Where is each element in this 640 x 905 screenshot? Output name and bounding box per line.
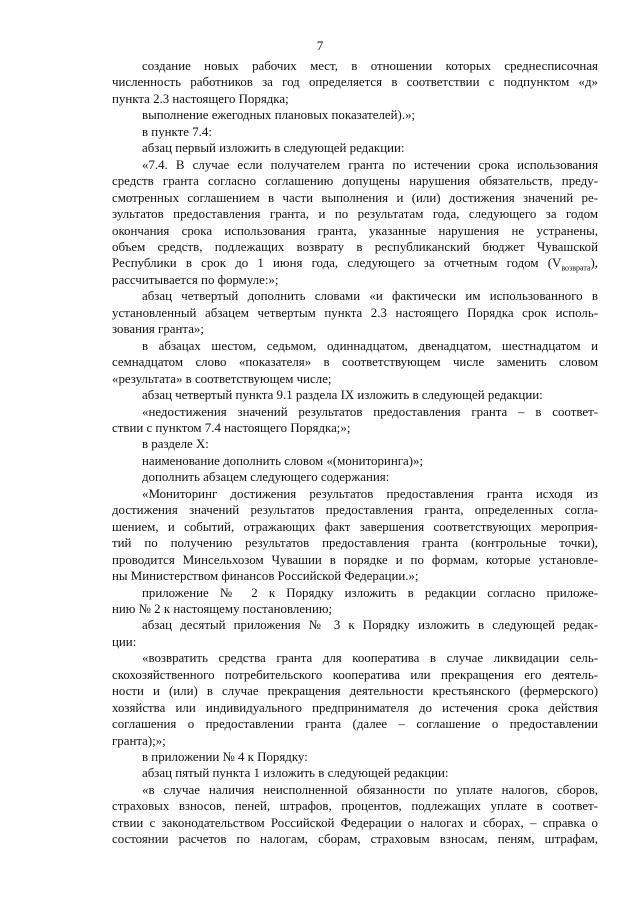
text-line: приложение № 2 к Порядку изложить в редакции согласно приложе- xyxy=(142,585,598,600)
paragraph xyxy=(112,650,598,749)
text-line xyxy=(112,255,598,274)
text-line: установленный абзацем четвертым пункта 2.3 настоящего Порядка срок исполь- xyxy=(112,305,598,320)
text-line: смотренных соглашением в части выполнения и (или) достижения значений ре- xyxy=(112,190,598,205)
text-line: в абзацах шестом, седьмом, одиннадцатом, двенадцатом, шестнадцатом и xyxy=(142,338,598,353)
text-line: семнадцатом слово «показателя» в соответствующем числе заменить словом xyxy=(112,355,598,370)
paragraph xyxy=(112,107,598,123)
paragraph xyxy=(112,58,598,107)
text-line: создание новых рабочих мест, в отношении которых среднесписочная xyxy=(142,59,598,73)
text-line: наименование дополнить словом «(мониторинга)»; xyxy=(142,453,424,468)
paragraph xyxy=(112,140,598,156)
text-line: объем средств, подлежащих возврату в республиканский бюджет Чувашской xyxy=(112,239,598,254)
paragraph xyxy=(112,469,598,485)
text-line: «возвратить средства гранта для кооператива в случае ликвидации сель- xyxy=(142,651,598,666)
text-line: зультатов предоставления гранта, и по результатам года, следующего за годом xyxy=(112,207,598,222)
paragraph xyxy=(112,617,598,650)
paragraph xyxy=(112,387,598,403)
text-line: рассчитывается по формуле:»; xyxy=(112,272,279,287)
text-line: пункта 2.3 настоящего Порядка; xyxy=(112,91,289,106)
paragraph xyxy=(112,585,598,618)
text-line: численность работников за год определяется в соответствии с подпунктом «д» xyxy=(112,75,598,90)
subscript: возврата xyxy=(561,264,591,274)
text-line: нию № 2 к настоящему постановлению; xyxy=(112,601,333,616)
text-line: выполнение ежегодных плановых показателей).»; xyxy=(142,108,416,123)
page-number: 7 xyxy=(316,38,324,53)
paragraph xyxy=(112,453,598,469)
paragraph xyxy=(112,486,598,585)
text-line: абзац четвертый дополнить словами «и фактически им использованного в xyxy=(142,289,598,304)
text-line: «недостижения значений результатов предоставления гранта – в соответ- xyxy=(142,404,598,419)
document-body xyxy=(112,58,598,848)
text-line: «в случае наличия неисполненной обязанности по уплате налогов, сборов, xyxy=(142,782,598,797)
text-line: шением, и событий, отражающих факт завершения соответствующих мероприя- xyxy=(112,519,598,534)
text-line: проводится Минсельхозом Чувашии в порядке и по формам, которые установле- xyxy=(112,552,598,567)
text-line: ции: xyxy=(112,634,137,649)
text-line: в приложении № 4 к Порядку: xyxy=(142,750,308,765)
text-line: «Мониторинг достижения результатов предоставления гранта исходя из xyxy=(142,486,598,501)
text-line: абзац пятый пункта 1 изложить в следующей редакции: xyxy=(142,766,449,781)
paragraph xyxy=(112,157,598,289)
paragraph xyxy=(112,124,598,140)
text-line: «результата» в соответствующем числе; xyxy=(112,371,332,386)
paragraph xyxy=(112,782,598,848)
text-line: средств гранта согласно соглашению допущены нарушения обязательств, преду- xyxy=(112,174,598,189)
text-line: в пункте 7.4: xyxy=(142,124,212,139)
text-line: достижения значений результатов предоставления гранта, определенных согла- xyxy=(112,503,598,518)
text-line: ности и (или) в случае прекращения деятельности крестьянского (фермерского) xyxy=(112,684,598,699)
text-line: ны Министерством финансов Российской Федерации.»; xyxy=(112,569,419,584)
text-line: хозяйства или индивидуального предпринимателя до истечения срока действия xyxy=(112,700,598,715)
text-line: состоянии расчетов по налогам, сборам, страховым взносам, пеням, штрафам, xyxy=(112,832,598,847)
text-line: скохозяйственного потребительского кооператива или прекращения его деятель- xyxy=(112,667,598,682)
text-line: «7.4. В случае если получателем гранта по истечении срока использования xyxy=(142,157,598,172)
paragraph xyxy=(112,338,598,387)
text-fragment: ), xyxy=(590,256,598,271)
text-line: абзац первый изложить в следующей редакции: xyxy=(142,141,405,156)
text-line: страховых взносов, пеней, штрафов, процентов, подлежащих уплате в соответ- xyxy=(112,799,598,814)
paragraph xyxy=(112,765,598,781)
paragraph xyxy=(112,436,598,452)
text-line: дополнить абзацем следующего содержания: xyxy=(142,470,390,485)
text-fragment: Республики в срок до 1 июня года, следующего за отчетным годом (V xyxy=(112,256,562,271)
text-line: в разделе X: xyxy=(142,437,209,452)
text-line: гранта);»; xyxy=(112,733,166,748)
text-line: абзац десятый приложения № 3 к Порядку изложить в следующей редак- xyxy=(142,618,598,633)
text-line: ствии с законодательством Российской Федерации о налогах и сборах, – справка о xyxy=(112,815,598,830)
paragraph xyxy=(112,288,598,337)
text-line: окончания срока использования гранта, указанные нарушения не устранены, xyxy=(112,223,598,238)
text-line: тий по получению результатов предоставления гранта (контрольные точки), xyxy=(112,536,598,551)
text-line: соглашения о предоставлении гранта (далее – соглашение о предоставлении xyxy=(112,717,598,732)
paragraph xyxy=(112,749,598,765)
text-line: ствии с пунктом 7.4 настоящего Порядка;»; xyxy=(112,420,351,435)
text-line: абзац четвертый пункта 9.1 раздела IX изложить в следующей редакции: xyxy=(142,388,543,403)
paragraph xyxy=(112,404,598,437)
text-line: зования гранта»; xyxy=(112,322,204,337)
